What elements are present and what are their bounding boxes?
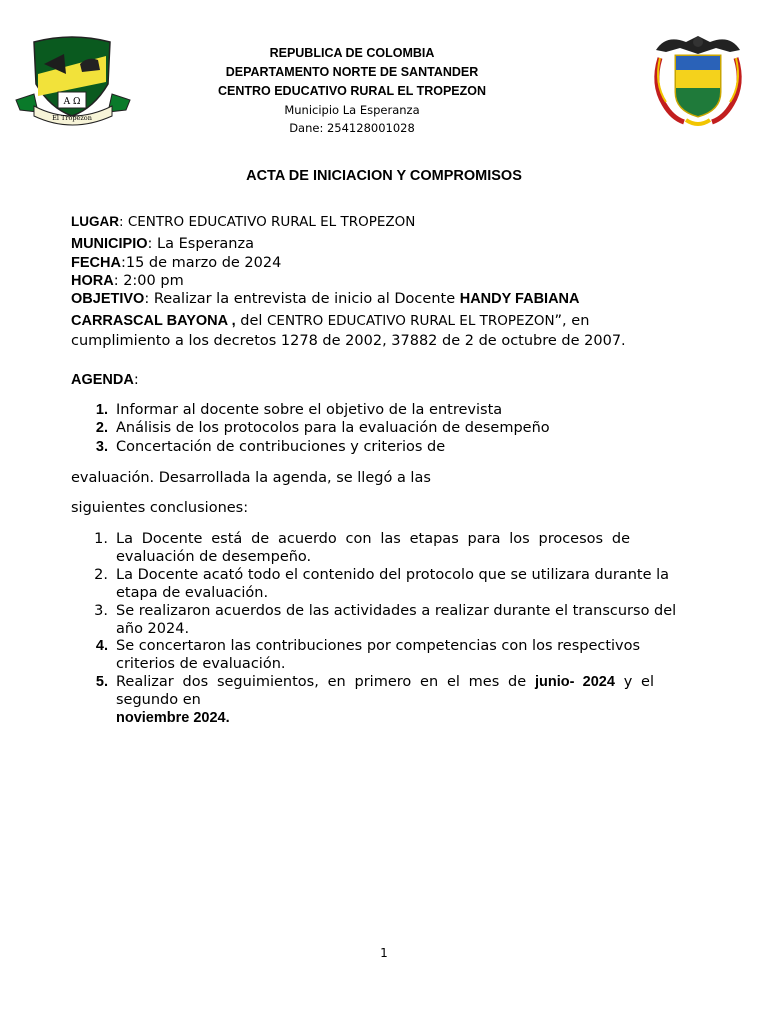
conclusion-5-line-3 [116, 710, 230, 726]
conclusion-2-line-1: La Docente acató todo el contenido del protocolo que se utilizara durante la [116, 567, 670, 583]
objetivo-text-2: del [235, 313, 267, 329]
emblem-banner-text: El Tropezon [52, 114, 92, 122]
lugar-value: : CENTRO EDUCATIVO RURAL EL TROPEZON [119, 214, 416, 230]
fecha-label: FECHA [71, 255, 121, 271]
agenda-item-1-number: 1. [95, 402, 108, 418]
docente-name-1: HANDY FABIANA [459, 291, 580, 307]
conclusion-4-line-2: criterios de evaluación. [116, 656, 286, 672]
conclusion-1-number: 1. [94, 531, 108, 547]
header-school: CENTRO EDUCATIVO RURAL EL TROPEZON [217, 84, 487, 98]
objetivo-text-3: ”, en [554, 313, 590, 329]
header-municipality: Municipio La Esperanza [284, 103, 420, 117]
agenda-colon: : [133, 372, 139, 388]
header-country: REPUBLICA DE COLOMBIA [269, 46, 435, 60]
municipio-value: : La Esperanza [147, 236, 254, 252]
conclusion-1-line-2: evaluación de desempeño. [116, 549, 312, 565]
conclusion-3-line-1: Se realizaron acuerdos de las actividades a realizar durante el transcurso del [116, 603, 677, 619]
conclusion-5-line-2: segundo en [116, 692, 201, 708]
conclusion-4-number: 4. [95, 638, 108, 654]
conclusion-3-number: 3. [94, 603, 108, 619]
fecha-value: :15 de marzo de 2024 [120, 255, 282, 271]
colombia-coat-of-arms-icon [646, 28, 750, 132]
hora-label: HORA [71, 273, 114, 289]
agenda-item-2: Análisis de los protocolos para la evaluación de desempeño [116, 420, 550, 436]
document-title: ACTA DE INICIACION Y COMPROMISOS [246, 168, 522, 184]
document-header [180, 44, 524, 137]
agenda-continuation-1: evaluación. Desarrollada la agenda, se llegó a las [71, 470, 431, 486]
objetivo-line-3: cumplimiento a los decretos 1278 de 2002, 37882 de 2 de octubre de 2007. [71, 333, 626, 349]
conclusion-5-text-a: Realizar dos seguimientos, en primero en el mes de [116, 674, 535, 690]
conclusion-2-line-2: etapa de evaluación. [116, 585, 269, 601]
hora-value: : 2:00 pm [113, 273, 184, 289]
municipio-label: MUNICIPIO [71, 236, 148, 252]
municipio-line [71, 236, 254, 252]
conclusion-4-line-1: Se concertaron las contribuciones por competencias con los respectivos [116, 638, 641, 654]
agenda-item-1: Informar al docente sobre el objetivo de la entrevista [116, 402, 503, 418]
header-department: DEPARTAMENTO NORTE DE SANTANDER [225, 65, 479, 79]
lugar-label: LUGAR [71, 214, 119, 229]
lugar-line [71, 214, 415, 230]
header-dane: Dane: 254128001028 [289, 121, 415, 135]
conclusion-5-number: 5. [95, 674, 108, 690]
objetivo-label: OBJETIVO [71, 291, 145, 307]
hora-line [71, 273, 184, 289]
conclusion-5-november: noviembre 2024. [116, 710, 230, 726]
conclusion-3-line-2: año 2024. [116, 621, 190, 637]
alpha-omega-text: A Ω [63, 97, 81, 107]
conclusion-5-text-c: y el [614, 674, 655, 690]
page-number: 1 [380, 946, 388, 960]
objetivo-line-2 [71, 313, 589, 329]
agenda-continuation-2: siguientes conclusiones: [71, 500, 249, 516]
conclusion-5-june: junio- 2024 [534, 674, 615, 690]
school-shield-emblem-icon [14, 34, 132, 126]
objetivo-school: CENTRO EDUCATIVO RURAL EL TROPEZON [267, 313, 555, 329]
docente-name-2: CARRASCAL BAYONA , [71, 313, 236, 329]
conclusion-1-line-1: La Docente está de acuerdo con las etapas para los procesos de [116, 531, 630, 547]
conclusion-5-line-1 [116, 674, 654, 690]
conclusion-2-number: 2. [94, 567, 108, 583]
agenda-item-3-number: 3. [95, 439, 108, 455]
agenda-item-3: Concertación de contribuciones y criterios de [116, 439, 446, 455]
agenda-heading [71, 372, 139, 388]
fecha-line [71, 255, 281, 271]
agenda-item-2-number: 2. [95, 420, 108, 436]
objetivo-text-1: : Realizar la entrevista de inicio al Docente [144, 291, 460, 307]
agenda-label: AGENDA [71, 372, 134, 388]
objetivo-line-1 [71, 291, 580, 307]
